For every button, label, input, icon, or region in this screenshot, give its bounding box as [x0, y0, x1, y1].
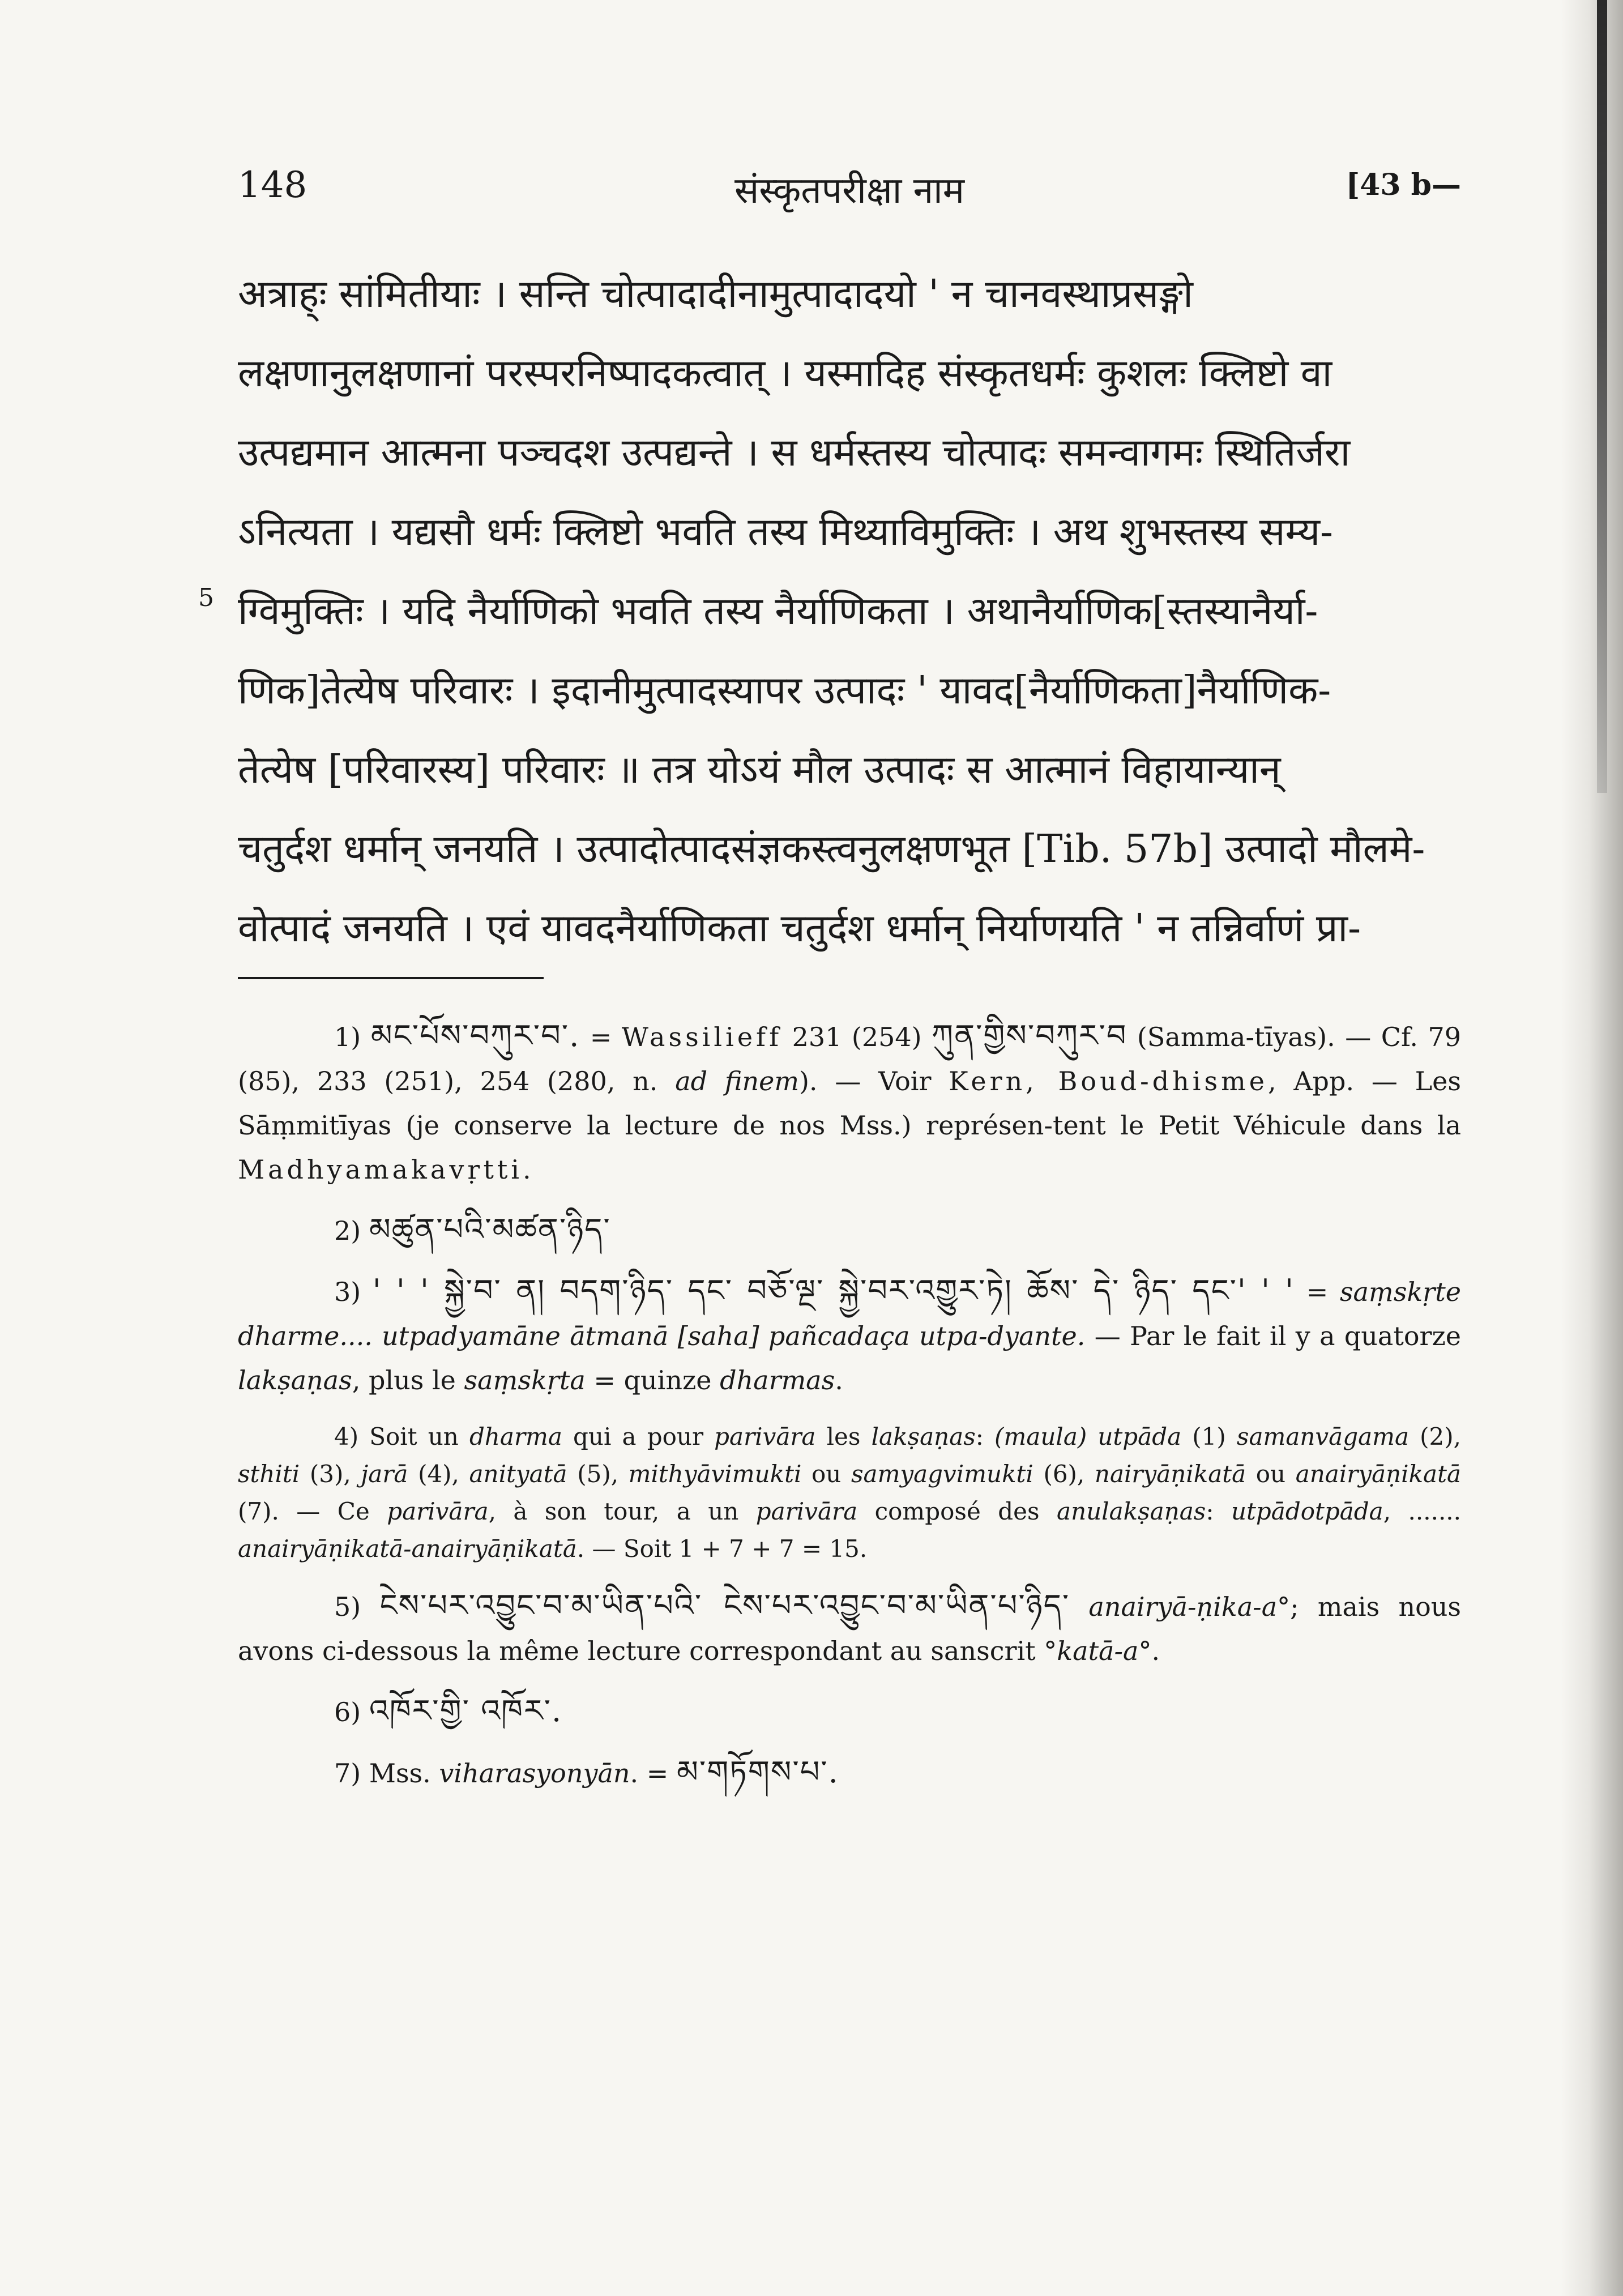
footnote-6: 6) འཁོར་གྱི་ འཁོར་.: [334, 1693, 563, 1729]
text-line: उत्पद्यमान आत्मना पञ्चदश उत्पद्यन्ते । स धर्मस्तस्य चोत्पादः समन्वागमः स्थितिर्जरा: [238, 430, 1351, 475]
footnote-rule: [238, 977, 544, 979]
footnote-2: 2) མཚུན་པའི་མཚན་ཉིད་: [334, 1211, 611, 1247]
footnote-4: 4) Soit un dharma qui a pour parivāra les lakṣaṇas: (maula) utpāda (1) samanvāgama (2), sthiti (3), jarā (4), anityatā (5), mithyāvimukti ou samyagvimukti (6), nairyāṇikatā ou anairyāṇikatā (7). — Ce parivāra, à son tour, a un parivāra composé des anulakṣaṇas: utpādotpāda, ....... anairyāṇikatā-anairyāṇikatā. — Soit 1 + 7 + 7 = 15.: [238, 1423, 1462, 1563]
main-text: [238, 255, 1461, 968]
footnote-5: 5) ངེས་པར་འབྱུང་བ་མ་ཡིན་པའི་ ངེས་པར་འབྱུང་བ་མ་ཡིན་པ་ཉིད་ anairyā-ṇika-a°; mais nous avons ci-dessous la même lecture correspondant au sanscrit °katā-a°.: [238, 1587, 1462, 1666]
text-line: ऽनित्यता । यद्यसौ धर्मः क्लिष्टो भवति तस्य मिथ्याविमुक्तिः । अथ शुभस्तस्य सम्य-: [238, 510, 1334, 554]
text-line: णिक]तेत्येष परिवारः । इदानीमुत्पादस्यापर उत्पादः ' यावद[नैर्याणिकता]नैर्याणिक-: [238, 668, 1331, 713]
text-line: अत्राह्ः सांमितीयाः । सन्ति चोत्पादादीनामुत्पादादयो ' न चानवस्थाप्रसङ्गो: [238, 272, 1193, 317]
text-line: लक्षणानुलक्षणानां परस्परनिष्पादकत्वात् । यस्मादिह संस्कृतधर्मः कुशलः क्लिष्टो वा: [238, 351, 1332, 396]
margin-line-number: 5: [198, 583, 214, 612]
folio-reference: [43 b—: [1346, 168, 1461, 202]
text-line: चतुर्दश धर्मान् जनयति । उत्पादोत्पादसंज्ञकस्त्वनुलक्षणभूत [Tib. 57b] उत्पादो मौलमे-: [238, 827, 1425, 872]
text-line: तेत्येष [परिवारस्य] परिवारः ॥ तत्र योऽयं मौल उत्पादः स आत्मानं विहायान्यान्: [238, 748, 1281, 792]
footnotes: [238, 1014, 1461, 1811]
page-number: 148: [238, 164, 307, 206]
page-binding-mark: [1597, 0, 1607, 793]
footnote-1: 1) མང་པོས་བཀུར་བ་. = Wassilieff 231 (254) ཀུན་གྱིས་བཀུར་བ (Samma-tīyas). — Cf. 79 (85), 233 (251), 254 (280, n. ad finem). — Voir Kern, Boud-dhisme, App. — Les Sāṃmitīyas (je conserve la lecture de nos Mss.) représen-tent le Petit Véhicule dans la Madhyamakavṛtti.: [238, 1018, 1461, 1185]
running-title: संस्कृतपरीक्षा नाम: [734, 170, 965, 212]
text-line: ग्विमुक्तिः । यदि नैर्याणिको भवति तस्य नैर्याणिकता । अथानैर्याणिक[स्तस्यानैर्या-: [238, 589, 1318, 634]
footnote-7: 7) Mss. viharasyonyān. = མ་གཏོགས་པ་.: [334, 1754, 839, 1790]
footnote-3: 3) ' ' ' སྐྱེ་བ་ ན། བདག་ཉིད་ དང་ བཅོ་ལྔ་ སྐྱེ་བར་འགྱུར་ཏེ། ཆོས་ དེ་ ཉིད་ དང་' ' ' = saṃskṛte dharme.... utpadyamāne ātmanā [saha] pañcadaça utpa-dyante. — Par le fait il y a quatorze lakṣaṇas, plus le saṃskṛta = quinze dharmas.: [238, 1273, 1461, 1395]
page-header: [238, 164, 1461, 215]
page-edge-shadow: [1561, 0, 1623, 2296]
text-line: वोत्पादं जनयति । एवं यावदनैर्याणिकता चतुर्दश धर्मान् निर्याणयति ' न तन्निर्वाणं प्रा-: [238, 906, 1361, 951]
